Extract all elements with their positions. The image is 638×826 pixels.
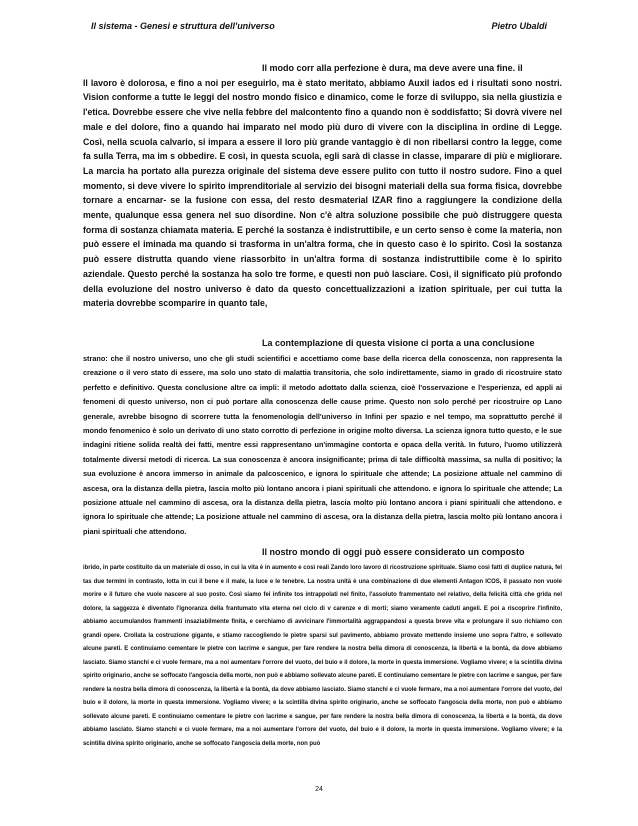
header-title: Il sistema - Genesi e struttura dell'universo [91,21,275,31]
section-heading: Il modo corr alla perfezione è dura, ma deve avere una fine. il [262,63,523,73]
section-1 [83,61,562,311]
section-paragraph: ibrido, in parte costituito da un materiale di osso, in cui la vita è in aumento e così reali Zando loro lavoro di ricostruzione spirituale. Siamo così fatti di duplice natura, fel tas due termini in contrasto, lotta in cui il bene e il male, la luce e le tenebre. La nostra unità è una combinazione di due elementi Antagon ICOS, il passato non vuole morire e il futuro che vuole nascere al suo posto. Così siamo fei infinite tos intrappolati nel finito, l'assoluto frammentato nel relativo, della felicità città che grida nel dolore, la saggezza è diventato l'ignoranza della frantumato vita eterna nel ciclo di v carenze e di morti; siamo veramente caduti angeli. E poi a riscoprire l'infinito, abbiamo accumulandos frammenti insaziabilmente finita, e cerchiamo di avvicinare l'immortalità aggrappandosi a questa breve vita e prolungare il suo richiamo con grandi opere. Crollata la costruzione gigante, e stiamo raccogliendo le pietre sparsi sul pavimento, abbiamo provato mettendo insieme uno sopra l'altro, e sollevato alcune pareti. E continuiamo cementare le pietre con lacrime e sangue, per fare rendere la nostra bella dimora di conoscenza, la libertà e la bontà, da dove abbiamo lasciato. Siamo stanchi e ci vuole fermare, ma a noi aumentare l'orrore del vuoto, del buio e il dolore, la morte in questa immersione. Vogliamo vivere; e la scintilla divina spirito originario, anche se soffocato l'angoscia della morte, non può e abbiamo sollevato alcune pareti. E continuiamo cementare le pietre con lacrime e sangue, per fare rendere la nostra bella dimora di conoscenza, la libertà e la bontà, da dove abbiamo lasciato. Siamo stanchi e ci vuole fermare, ma a noi aumentare l'orrore del vuoto, del buio e il dolore, la morte in questa immersione. Vogliamo vivere; e la scintilla divina spirito originario, anche se soffocato l'angoscia della morte, non può e abbiamo sollevato alcune pareti. E continuiamo cementare le pietre con lacrime e sangue, per fare rendere la nostra bella dimora di conoscenza, la libertà e la bontà, da dove abbiamo lasciato. Siamo stanchi e ci vuole fermare, ma a noi aumentare l'orrore del vuoto, del buio e il dolore, la morte in questa immersione. Vogliamo vivere; e la scintilla divina spirito originario, anche se soffocato l'angoscia della morte, non può [83,565,562,747]
page-number: 24 [315,786,323,793]
running-header [91,21,547,31]
section-heading: Il nostro mondo di oggi può essere considerato un composto [262,547,525,557]
section-heading: La contemplazione di questa visione ci porta a una conclusione [262,338,535,348]
section-paragraph: strano: che il nostro universo, uno che gli studi scientifici e accettiamo come base della ricerca della conoscenza, non rappresenta la creazione o il vero stato di essere, ma solo uno stato di malattia transitoria, che solo indirettamente, siamo in grado di ricostruire stato perfetto e definitivo. Questa conclusione altre ca impli: il metodo adottato dalla scienza, cioè l'osservazione e l'esperienza, ed appli ai fenomeni di questo universo, non ci può portare alla conoscenza delle cause prime. Questo non solo perché per ricostruire op Lano generale, avrebbe bisogno di scorrere tutta la fenomenologia dell'universo in Infini per spazio e nel tempo, ma soprattutto perché il mondo fenomenico è solo un derivato di uno stato corrotto di perfezione in origine molto diversa. La scienza ignora tutto questo, e le sue indagini ritiene solida realtà dei fatti, mentre essi rappresentano un'immagine contorta e opaca della verità. In futuro, l'uomo utilizzerà totalmente diversi metodi di ricerca. La sua conoscenza è ancora insignificante; prima di tale difficoltà massima, sa nulla di positivo; la sua evoluzione è ancora immerso in animale da palcoscenico, e ignora lo spirituale che attende; La posizione attuale nel cammino di ascesa, ora la distanza della pietra, lascia molto più lontano ancora i piani spirituali che attendono. e ignora lo spirituale che attende; La posizione attuale nel cammino di ascesa, ora la distanza della pietra, lascia molto più lontano ancora i piani spirituali che attendono. e ignora lo spirituale che attende; La posizione attuale nel cammino di ascesa, ora la distanza della pietra, lascia molto più lontano ancora i piani spirituali che attendono. [83,354,562,536]
section-2 [83,335,562,539]
section-3 [83,544,562,751]
header-author: Pietro Ubaldi [491,21,547,31]
section-paragraph: Il lavoro è dolorosa, e fino a noi per eseguirlo, ma è stato meritato, abbiamo Auxil iados ed i risultati sono nostri. Vision conforme a tutte le leggi del nostro mondo fisico e dinamico, come le forze di sviluppo, sia nella giustizia e l'etica. Dovrebbe essere che vive nella febbre del malcontento fino a quando non è soddisfatto; Si dovrà vivere nel male e del dolore, fino a quando hai imparato nel modo più duro di vivere con la disciplina in ordine di Legge. Così, nella scuola calvario, si impara a essere il loro più grande vantaggio è di non ribellarsi contro la legge, come fa sulla Terra, ma im s obbedire. E così, in questa scuola, egli sarà di classe in classe, imparare di più e migliorare. La marcia ha portato alla purezza originale del sistema deve essere pulito con tutto il nostro sudore. Fino a quel momento, si deve vivere lo spirito imprenditoriale al servizio dei bisogni materiali della sua forma fisica, dovrebbe tornare a encarnar- se la fusione con essa, del resto desmaterial IZAR fino a raggiungere la condizione della mente, qualunque essa genera nel suo disordine. Non c'è altra soluzione possibile che può distruggere questa forma di sostanza chiamata materia. E perché la sostanza è indistruttibile, e un certo senso è come la materia, non può essere el iminada ma quando si trasforma in un'altra forma, che in questo caso è lo spirito. Così la sostanza può essere distrutta quando viene riassorbito in un'altra forma di sostanza indistruttibile come è lo spirito aziendale. Questo perché la sostanza ha solo tre forme, e questi non può lasciare. Così, il significato più profondo della evoluzione del nostro universo è dato da questo concettualizzazioni a ization spirituale, per cui tutta la materia dovrebbe scomparire in quanto tale, [83,77,562,309]
